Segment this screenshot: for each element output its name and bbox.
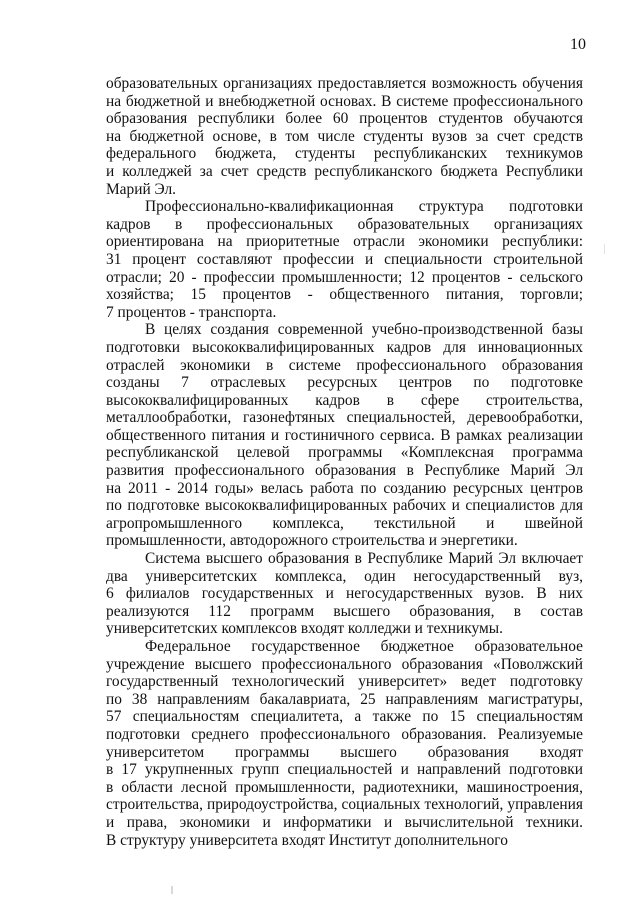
text-line: кадров в профессиональных образовательных организациях [106, 215, 583, 233]
text-line: В целях создания современной учебно-производственной базы [145, 321, 583, 339]
text-line: по подготовке высококвалифицированных рабочих и специалистов для [106, 497, 583, 515]
text-line: республиканской целевой программы «Комплексная программа [106, 444, 583, 462]
text-line: два университетских комплекса, один негосударственный вуз, [106, 567, 583, 585]
text-line: и колледжей за счет средств республиканского бюджета Республики [106, 162, 583, 180]
text-line: университетом программы высшего образования входят [106, 743, 583, 761]
text-line: в области лесной промышленности, радиотехники, машиностроения, [106, 778, 583, 796]
text-line: Марий Эл. [106, 180, 177, 198]
text-line: государственный технологический университет» ведет подготовку [106, 673, 583, 691]
text-line: созданы 7 отраслевых ресурсных центров по подготовке [106, 374, 583, 392]
text-line: 57 специальностям специалитета, а также по 15 специальностям [106, 708, 583, 726]
text-line: образования республики более 60 процентов студентов обучаются [106, 110, 583, 128]
text-line: хозяйства; 15 процентов - общественного питания, торговли; [106, 286, 583, 304]
text-line: промышленности, автодорожного строительства и энергетики. [106, 532, 518, 550]
text-line: Профессионально-квалификационная структура подготовки [145, 198, 583, 216]
text-line: Федеральное государственное бюджетное образовательное [145, 638, 583, 655]
text-line: строительства, природоустройства, социальных технологий, управления [106, 796, 583, 814]
text-line: реализуются 112 программ высшего образования, в состав [106, 602, 583, 620]
scan-artifact-right [604, 244, 605, 254]
text-line: по 38 направлениям бакалавриата, 25 направлениям магистратуры, [106, 690, 583, 708]
text-line: на бюджетной основе, в том числе студенты вузов за счет средств [106, 127, 583, 145]
paragraph [106, 550, 583, 638]
text-line: отраслей экономики в системе профессионального образования [106, 356, 583, 374]
page-number: 10 [570, 36, 586, 53]
text-line: В структуру университета входят Институт дополнительного [106, 831, 508, 849]
text-line: в 17 укрупненных групп специальностей и направлений подготовки [106, 761, 583, 779]
text-line: и права, экономики и информатики и вычислительной техники. [106, 813, 583, 831]
text-line: Система высшего образования в Республике Марий Эл включает [145, 550, 583, 568]
text-line: агропромышленного комплекса, текстильной и швейной [106, 514, 583, 532]
text-line: образовательных организациях предоставляется возможность обучения [106, 75, 583, 92]
text-line: развития профессионального образования в Республике Марий Эл [106, 462, 583, 480]
text-line: университетских комплексов входят колледжи и техникумы. [106, 620, 503, 638]
paragraph [106, 198, 583, 321]
text-line: федерального бюджета, студенты республиканских техникумов [106, 145, 583, 163]
text-line: 7 процентов - транспорта. [106, 303, 277, 321]
text-line: высококвалифицированных кадров в сфере строительства, [106, 391, 583, 409]
text-line: учреждение высшего профессионального образования «Поволжский [106, 655, 583, 673]
text-line: подготовки высококвалифицированных кадров для инновационных [106, 338, 583, 356]
document-body [106, 75, 583, 849]
paragraph [106, 638, 583, 849]
text-line: 6 филиалов государственных и негосударственных вузов. В них [106, 585, 583, 603]
text-line: на 2011 - 2014 годы» велась работа по созданию ресурсных центров [106, 479, 583, 497]
scan-artifact [171, 886, 173, 894]
text-line: 31 процент составляют профессии и специальности строительной [106, 250, 583, 268]
text-line: общественного питания и гостиничного сервиса. В рамках реализации [106, 426, 583, 444]
paragraph [106, 321, 583, 550]
text-line: отрасли; 20 - профессии промышленности; 12 процентов - сельского [106, 268, 583, 286]
text-line: металлообработки, газонефтяных специальностей, деревообработки, [106, 409, 583, 427]
paragraph [106, 75, 583, 198]
text-line: на бюджетной и внебюджетной основах. В системе профессионального [106, 92, 583, 110]
text-line: ориентирована на приоритетные отрасли экономики республики: [106, 233, 583, 251]
text-line: подготовки среднего профессионального образования. Реализуемые [106, 725, 583, 743]
